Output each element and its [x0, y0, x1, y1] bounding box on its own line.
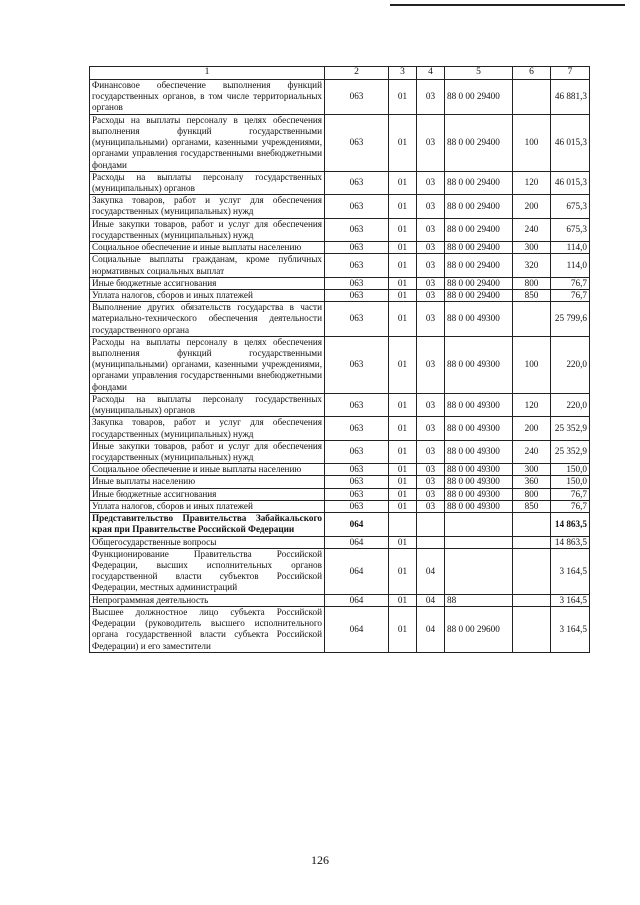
target-article-cell: 88 0 00 29400: [445, 80, 513, 115]
target-article-cell: 88 0 00 29600: [445, 606, 513, 652]
expense-type-cell: 320: [513, 254, 551, 277]
expense-type-cell: 800: [513, 488, 551, 500]
header-cell: 3: [389, 67, 417, 80]
expense-type-cell: [513, 80, 551, 115]
expense-type-cell: 800: [513, 277, 551, 289]
expense-name-cell: Социальное обеспечение и иные выплаты населению: [90, 464, 325, 476]
table-row: [90, 500, 590, 512]
subsection-code-cell: 04: [417, 594, 445, 606]
subsection-code-cell: 03: [417, 80, 445, 115]
target-article-cell: 88: [445, 594, 513, 606]
table-row: [90, 242, 590, 254]
section-code-cell: 01: [389, 440, 417, 463]
target-article-cell: 88 0 00 29400: [445, 242, 513, 254]
amount-cell: 76,7: [551, 488, 590, 500]
section-code-cell: 01: [389, 277, 417, 289]
target-article-cell: 88 0 00 49300: [445, 302, 513, 337]
section-code-cell: 01: [389, 114, 417, 171]
ministry-code-cell: 063: [325, 500, 389, 512]
ministry-code-cell: 064: [325, 536, 389, 548]
target-article-cell: 88 0 00 29400: [445, 254, 513, 277]
ministry-code-cell: 063: [325, 195, 389, 218]
amount-cell: 25 352,9: [551, 440, 590, 463]
expense-name-cell: Иные бюджетные ассигнования: [90, 488, 325, 500]
expense-type-cell: 300: [513, 464, 551, 476]
amount-cell: 76,7: [551, 277, 590, 289]
ministry-code-cell: 063: [325, 289, 389, 301]
header-row: [90, 67, 590, 80]
target-article-cell: 88 0 00 29400: [445, 195, 513, 218]
amount-cell: 25 352,9: [551, 417, 590, 440]
table-row: [90, 594, 590, 606]
subsection-code-cell: 03: [417, 242, 445, 254]
target-article-cell: 88 0 00 49300: [445, 440, 513, 463]
subsection-code-cell: 03: [417, 417, 445, 440]
section-code-cell: 01: [389, 548, 417, 594]
page-number: 126: [311, 853, 329, 867]
subsection-code-cell: [417, 513, 445, 536]
subsection-code-cell: [417, 536, 445, 548]
expense-name-cell: Функционирование Правительства Российской Федерации, высших исполнительных органов государственной власти субъектов Российской Федерации, местных администраций: [90, 548, 325, 594]
header-cell: 1: [90, 67, 325, 80]
amount-cell: 3 164,5: [551, 548, 590, 594]
subsection-code-cell: 03: [417, 500, 445, 512]
amount-cell: 76,7: [551, 500, 590, 512]
expense-type-cell: 850: [513, 500, 551, 512]
table-row: [90, 536, 590, 548]
table-row: [90, 254, 590, 277]
subsection-code-cell: 03: [417, 302, 445, 337]
amount-cell: 46 015,3: [551, 114, 590, 171]
expense-type-cell: [513, 536, 551, 548]
subsection-code-cell: 03: [417, 277, 445, 289]
target-article-cell: [445, 536, 513, 548]
expense-name-cell: Уплата налогов, сборов и иных платежей: [90, 289, 325, 301]
expense-name-cell: Непрограммная деятельность: [90, 594, 325, 606]
expense-type-cell: 300: [513, 242, 551, 254]
ministry-code-cell: 063: [325, 488, 389, 500]
table-row: [90, 289, 590, 301]
table-row: [90, 218, 590, 241]
expense-type-cell: [513, 513, 551, 536]
amount-cell: 150,0: [551, 476, 590, 488]
subsection-code-cell: 03: [417, 114, 445, 171]
ministry-code-cell: 063: [325, 171, 389, 194]
budget-table: [89, 66, 590, 653]
header-cell: 4: [417, 67, 445, 80]
section-code-cell: [389, 513, 417, 536]
expense-name-cell: Уплата налогов, сборов и иных платежей: [90, 500, 325, 512]
expense-type-cell: 360: [513, 476, 551, 488]
section-code-cell: 01: [389, 488, 417, 500]
amount-cell: 220,0: [551, 336, 590, 393]
ministry-code-cell: 063: [325, 218, 389, 241]
expense-type-cell: 240: [513, 440, 551, 463]
header-cell: 7: [551, 67, 590, 80]
expense-name-cell: Выполнение других обязательств государства в части материально-технического обеспечения деятельности государственного органа: [90, 302, 325, 337]
expense-name-cell: Закупка товаров, работ и услуг для обеспечения государственных (муниципальных) нужд: [90, 417, 325, 440]
ministry-code-cell: 063: [325, 393, 389, 416]
ministry-code-cell: 063: [325, 254, 389, 277]
target-article-cell: 88 0 00 29400: [445, 289, 513, 301]
ministry-code-cell: 064: [325, 548, 389, 594]
target-article-cell: 88 0 00 29400: [445, 218, 513, 241]
table-row: [90, 476, 590, 488]
section-code-cell: 01: [389, 464, 417, 476]
section-code-cell: 01: [389, 218, 417, 241]
expense-type-cell: [513, 302, 551, 337]
ministry-code-cell: 063: [325, 464, 389, 476]
table-row: [90, 513, 590, 536]
table-row: [90, 171, 590, 194]
expense-type-cell: 100: [513, 114, 551, 171]
expense-type-cell: 120: [513, 393, 551, 416]
header-cell: 2: [325, 67, 389, 80]
section-code-cell: 01: [389, 254, 417, 277]
target-article-cell: 88 0 00 49300: [445, 488, 513, 500]
target-article-cell: 88 0 00 49300: [445, 393, 513, 416]
expense-name-cell: Расходы на выплаты персоналу в целях обеспечения выполнения функций государственными (муниципальными) органами, казенными учреждениями, органами управления государственными внебюджетными фондами: [90, 336, 325, 393]
expense-name-cell: Социальные выплаты гражданам, кроме публичных нормативных социальных выплат: [90, 254, 325, 277]
subsection-code-cell: 03: [417, 218, 445, 241]
subsection-code-cell: 03: [417, 195, 445, 218]
table-row: [90, 302, 590, 337]
expense-name-cell: Представительство Правительства Забайкальского края при Правительстве Российской Федерации: [90, 513, 325, 536]
target-article-cell: 88 0 00 29400: [445, 114, 513, 171]
ministry-code-cell: 064: [325, 594, 389, 606]
expense-name-cell: Высшее должностное лицо субъекта Российской Федерации (руководитель высшего исполнительного органа государственной власти субъекта Российской Федерации) и его заместители: [90, 606, 325, 652]
expense-type-cell: 240: [513, 218, 551, 241]
section-code-cell: 01: [389, 302, 417, 337]
table-row: [90, 195, 590, 218]
section-code-cell: 01: [389, 171, 417, 194]
amount-cell: 3 164,5: [551, 606, 590, 652]
expense-type-cell: 200: [513, 195, 551, 218]
amount-cell: 150,0: [551, 464, 590, 476]
expense-name-cell: Социальное обеспечение и иные выплаты населению: [90, 242, 325, 254]
expense-name-cell: Финансовое обеспечение выполнения функций государственных органов, в том числе территориальных органов: [90, 80, 325, 115]
section-code-cell: 01: [389, 476, 417, 488]
section-code-cell: 01: [389, 500, 417, 512]
expense-name-cell: Общегосударственные вопросы: [90, 536, 325, 548]
table-row: [90, 606, 590, 652]
section-code-cell: 01: [389, 80, 417, 115]
amount-cell: 14 863,5: [551, 513, 590, 536]
subsection-code-cell: 03: [417, 476, 445, 488]
section-code-cell: 01: [389, 536, 417, 548]
subsection-code-cell: 03: [417, 289, 445, 301]
table-row: [90, 464, 590, 476]
amount-cell: 46 015,3: [551, 171, 590, 194]
amount-cell: 114,0: [551, 254, 590, 277]
amount-cell: 114,0: [551, 242, 590, 254]
target-article-cell: 88 0 00 49300: [445, 464, 513, 476]
ministry-code-cell: 063: [325, 80, 389, 115]
amount-cell: 25 799,6: [551, 302, 590, 337]
table-row: [90, 277, 590, 289]
target-article-cell: [445, 548, 513, 594]
target-article-cell: 88 0 00 29400: [445, 171, 513, 194]
amount-cell: 220,0: [551, 393, 590, 416]
target-article-cell: 88 0 00 49300: [445, 476, 513, 488]
table-row: [90, 114, 590, 171]
ministry-code-cell: 063: [325, 242, 389, 254]
target-article-cell: 88 0 00 29400: [445, 277, 513, 289]
ministry-code-cell: 063: [325, 476, 389, 488]
ministry-code-cell: 063: [325, 336, 389, 393]
ministry-code-cell: 063: [325, 302, 389, 337]
expense-type-cell: [513, 594, 551, 606]
subsection-code-cell: 03: [417, 336, 445, 393]
expense-name-cell: Расходы на выплаты персоналу в целях обеспечения выполнения функций государственными (муниципальными) органами, казенными учреждениями, органами управления государственными внебюджетными фондами: [90, 114, 325, 171]
table-row: [90, 393, 590, 416]
expense-type-cell: [513, 606, 551, 652]
target-article-cell: 88 0 00 49300: [445, 336, 513, 393]
subsection-code-cell: 04: [417, 606, 445, 652]
subsection-code-cell: 03: [417, 254, 445, 277]
ministry-code-cell: 064: [325, 513, 389, 536]
expense-type-cell: 850: [513, 289, 551, 301]
section-code-cell: 01: [389, 336, 417, 393]
subsection-code-cell: 03: [417, 440, 445, 463]
amount-cell: 675,3: [551, 218, 590, 241]
expense-name-cell: Расходы на выплаты персоналу государственных (муниципальных) органов: [90, 393, 325, 416]
table-row: [90, 440, 590, 463]
ministry-code-cell: 064: [325, 606, 389, 652]
header-cell: 5: [445, 67, 513, 80]
expense-type-cell: [513, 548, 551, 594]
subsection-code-cell: 03: [417, 488, 445, 500]
subsection-code-cell: 03: [417, 464, 445, 476]
expense-name-cell: Иные бюджетные ассигнования: [90, 277, 325, 289]
amount-cell: 46 881,3: [551, 80, 590, 115]
subsection-code-cell: 04: [417, 548, 445, 594]
expense-name-cell: Иные закупки товаров, работ и услуг для обеспечения государственных (муниципальных) нужд: [90, 218, 325, 241]
target-article-cell: 88 0 00 49300: [445, 500, 513, 512]
ministry-code-cell: 063: [325, 440, 389, 463]
table-row: [90, 80, 590, 115]
expense-type-cell: 100: [513, 336, 551, 393]
amount-cell: 76,7: [551, 289, 590, 301]
section-code-cell: 01: [389, 242, 417, 254]
ministry-code-cell: 063: [325, 417, 389, 440]
section-code-cell: 01: [389, 606, 417, 652]
table-row: [90, 548, 590, 594]
target-article-cell: [445, 513, 513, 536]
section-code-cell: 01: [389, 393, 417, 416]
table-row: [90, 417, 590, 440]
header-cell: 6: [513, 67, 551, 80]
expense-type-cell: 200: [513, 417, 551, 440]
section-code-cell: 01: [389, 289, 417, 301]
expense-name-cell: Расходы на выплаты персоналу государственных (муниципальных) органов: [90, 171, 325, 194]
expense-name-cell: Иные закупки товаров, работ и услуг для обеспечения государственных (муниципальных) нужд: [90, 440, 325, 463]
table-row: [90, 336, 590, 393]
amount-cell: 675,3: [551, 195, 590, 218]
ministry-code-cell: 063: [325, 114, 389, 171]
ministry-code-cell: 063: [325, 277, 389, 289]
section-code-cell: 01: [389, 417, 417, 440]
table-body: [90, 80, 590, 653]
expense-type-cell: 120: [513, 171, 551, 194]
amount-cell: 14 863,5: [551, 536, 590, 548]
amount-cell: 3 164,5: [551, 594, 590, 606]
expense-name-cell: Закупка товаров, работ и услуг для обеспечения государственных (муниципальных) нужд: [90, 195, 325, 218]
section-code-cell: 01: [389, 195, 417, 218]
table-row: [90, 488, 590, 500]
top-rule: [390, 4, 625, 6]
expense-name-cell: Иные выплаты населению: [90, 476, 325, 488]
target-article-cell: 88 0 00 49300: [445, 417, 513, 440]
subsection-code-cell: 03: [417, 171, 445, 194]
subsection-code-cell: 03: [417, 393, 445, 416]
section-code-cell: 01: [389, 594, 417, 606]
